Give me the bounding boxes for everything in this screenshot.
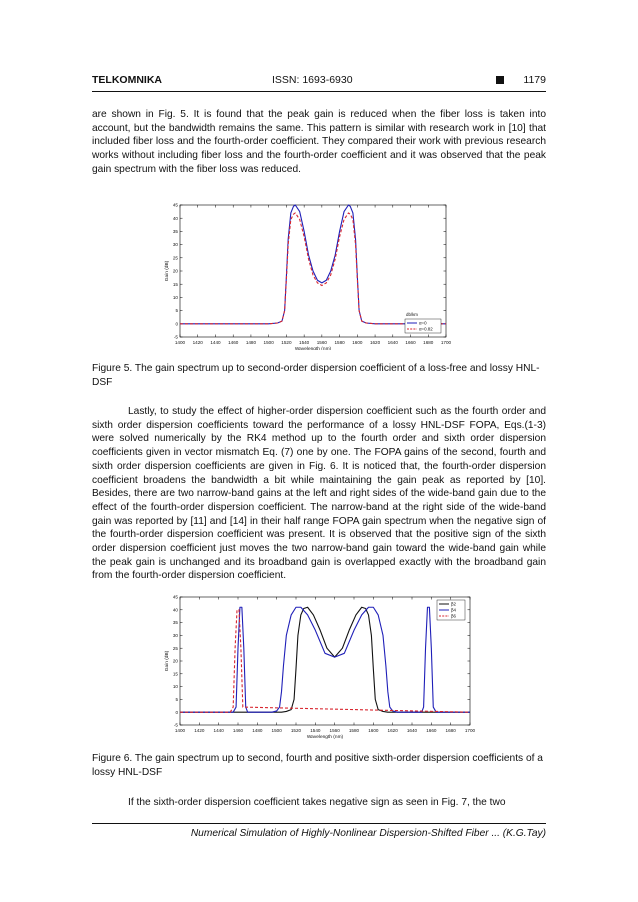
figure-6-caption: Figure 6. The gain spectrum up to second, fourth and positive sixth-order dispersion coefficients of a lossy HNL-DSF <box>92 753 543 778</box>
x-axis-label: Wavelength (nm) <box>306 735 344 740</box>
x-tick-label: 1540 <box>310 728 321 733</box>
y-tick-label: 20 <box>172 268 178 274</box>
y-tick-label: 15 <box>172 281 178 287</box>
x-tick-label: 1580 <box>348 728 360 733</box>
x-tick-label: 1600 <box>368 728 379 733</box>
x-tick-label: 1540 <box>299 340 310 345</box>
x-axis-label: Wavelength (nm) <box>294 347 332 350</box>
y-axis-label: Gain (dB) <box>165 650 170 672</box>
figure-5-chart <box>160 200 460 350</box>
x-tick-label: 1420 <box>192 340 203 345</box>
header-square-icon <box>496 76 504 84</box>
x-tick-label: 1660 <box>405 340 416 345</box>
legend-label-1: α=0.82 <box>419 326 433 332</box>
legend-label-0: β2 <box>451 601 456 607</box>
issn-label: ISSN: 1693-6930 <box>272 74 353 86</box>
x-tick-label: 1520 <box>281 340 292 345</box>
y-tick-label: 10 <box>172 295 178 300</box>
paragraph-sixth-order-negative: If the sixth-order dispersion coefficient takes negative sign as seen in Fig. 7, the two <box>128 797 506 808</box>
y-tick-label: 35 <box>172 620 178 626</box>
x-tick-label: 1400 <box>174 728 186 733</box>
y-tick-label: 45 <box>172 594 178 600</box>
x-tick-label: 1680 <box>423 340 434 345</box>
legend-title: db/km <box>406 312 418 317</box>
x-tick-label: 1420 <box>194 728 205 733</box>
y-tick-label: 10 <box>172 684 178 690</box>
x-tick-label: 1640 <box>406 728 418 733</box>
y-tick-label: 30 <box>172 242 178 248</box>
y-tick-label: 25 <box>172 255 178 261</box>
y-tick-label: -5 <box>173 334 178 340</box>
x-tick-label: 1460 <box>232 728 244 733</box>
running-footer: Numerical Simulation of Highly-Nonlinear Dispersion-Shifted Fiber ... (K.G.Tay) <box>190 828 546 839</box>
x-tick-label: 1480 <box>252 728 263 733</box>
page-number: 1179 <box>523 74 546 86</box>
legend-label-0: α=0 <box>419 320 427 326</box>
y-tick-label: 20 <box>172 658 178 664</box>
x-tick-label: 1440 <box>210 340 221 345</box>
paragraph-fig5-discussion: are shown in Fig. 5. It is found that the peak gain is reduced when the fiber loss is taken into account, but the bandwidth remains the same. This pattern is similar with research work in [10] that included fiber loss and the fourth-order coefficient. They compared their work with previous research works without including fiber loss and the fourth-order coefficient and it was observed that the peak gain spectrum with the fiber loss was reduced. <box>92 109 546 175</box>
x-tick-label: 1480 <box>245 340 257 345</box>
x-tick-label: 1500 <box>271 728 282 733</box>
x-tick-label: 1440 <box>213 728 224 733</box>
journal-name: TELKOMNIKA <box>92 74 162 86</box>
running-header <box>92 70 546 92</box>
x-tick-label: 1620 <box>387 728 398 733</box>
y-axis-label: Gain (dB) <box>165 260 170 282</box>
y-tick-label: 35 <box>172 229 178 234</box>
x-tick-label: 1680 <box>445 728 456 733</box>
paragraph-higher-order-dispersion: Lastly, to study the effect of higher-order dispersion coefficient such as the fourth order and sixth order dispersion coefficients toward the performance of a lossy HNL-DSF FOPA, Eqs.(1-3) were solved numerically by the RK4 method up to the fourth order and sixth order dispersion coefficients given in vector mismatch Eq. (7) one by one. The FOPA gains of the second, fourth and sixth order dispersion coefficients are given in Fig. 6. It is noticed that, the fourth-order dispersion coefficient broadens the bandwidth a bit while maintaining the gain peak as reported by [10]. Besides, there are two narrow-band gains at the left and right sides of the wide-band gain due to the effect of the fourth-order dispersion coefficient. The narrow-band at the right side of the wide-band gain was reported by [11] and [14] in their half range FOPA gain spectrum when the negative sign of the fourth-order dispersion coefficient was present. It is observed that the positive sign of the sixth order dispersion coefficient just moves the two narrow-band gain toward the wide-band gain while the peak gain is unchanged and its broadband gain is overlapped exactly with the broadband gain from the fourth-order dispersion coefficient. <box>92 406 546 582</box>
x-tick-label: 1400 <box>174 340 186 345</box>
y-tick-label: 40 <box>172 607 178 613</box>
x-tick-label: 1700 <box>440 340 452 345</box>
x-tick-label: 1700 <box>464 728 476 733</box>
y-tick-label: 0 <box>175 709 178 715</box>
x-tick-label: 1520 <box>290 728 302 733</box>
y-tick-label: 45 <box>172 202 178 208</box>
x-tick-label: 1560 <box>329 728 340 733</box>
x-tick-label: 1580 <box>334 340 345 345</box>
x-tick-label: 1660 <box>426 728 437 733</box>
figure-5-caption: Figure 5. The gain spectrum up to second-order dispersion coefficient of a loss-free and lossy HNL-DSF <box>92 363 540 388</box>
x-tick-label: 1620 <box>369 340 381 345</box>
figure-6-chart <box>160 592 482 740</box>
x-tick-label: 1560 <box>316 340 327 345</box>
y-tick-label: -5 <box>173 722 178 728</box>
x-tick-label: 1640 <box>387 340 398 345</box>
y-tick-label: 15 <box>172 671 178 677</box>
x-tick-label: 1500 <box>263 340 274 345</box>
legend-label-2: β6 <box>451 613 456 619</box>
x-tick-label: 1460 <box>228 340 239 345</box>
y-tick-label: 30 <box>172 633 178 638</box>
y-tick-label: 25 <box>172 645 178 651</box>
y-tick-label: 40 <box>172 215 178 221</box>
y-tick-label: 5 <box>175 308 178 314</box>
legend-label-1: β4 <box>451 607 456 613</box>
x-tick-label: 1600 <box>352 340 363 345</box>
footer-rule <box>92 823 546 824</box>
y-tick-label: 5 <box>175 697 178 702</box>
y-tick-label: 0 <box>175 321 178 327</box>
header-rule <box>92 91 546 92</box>
